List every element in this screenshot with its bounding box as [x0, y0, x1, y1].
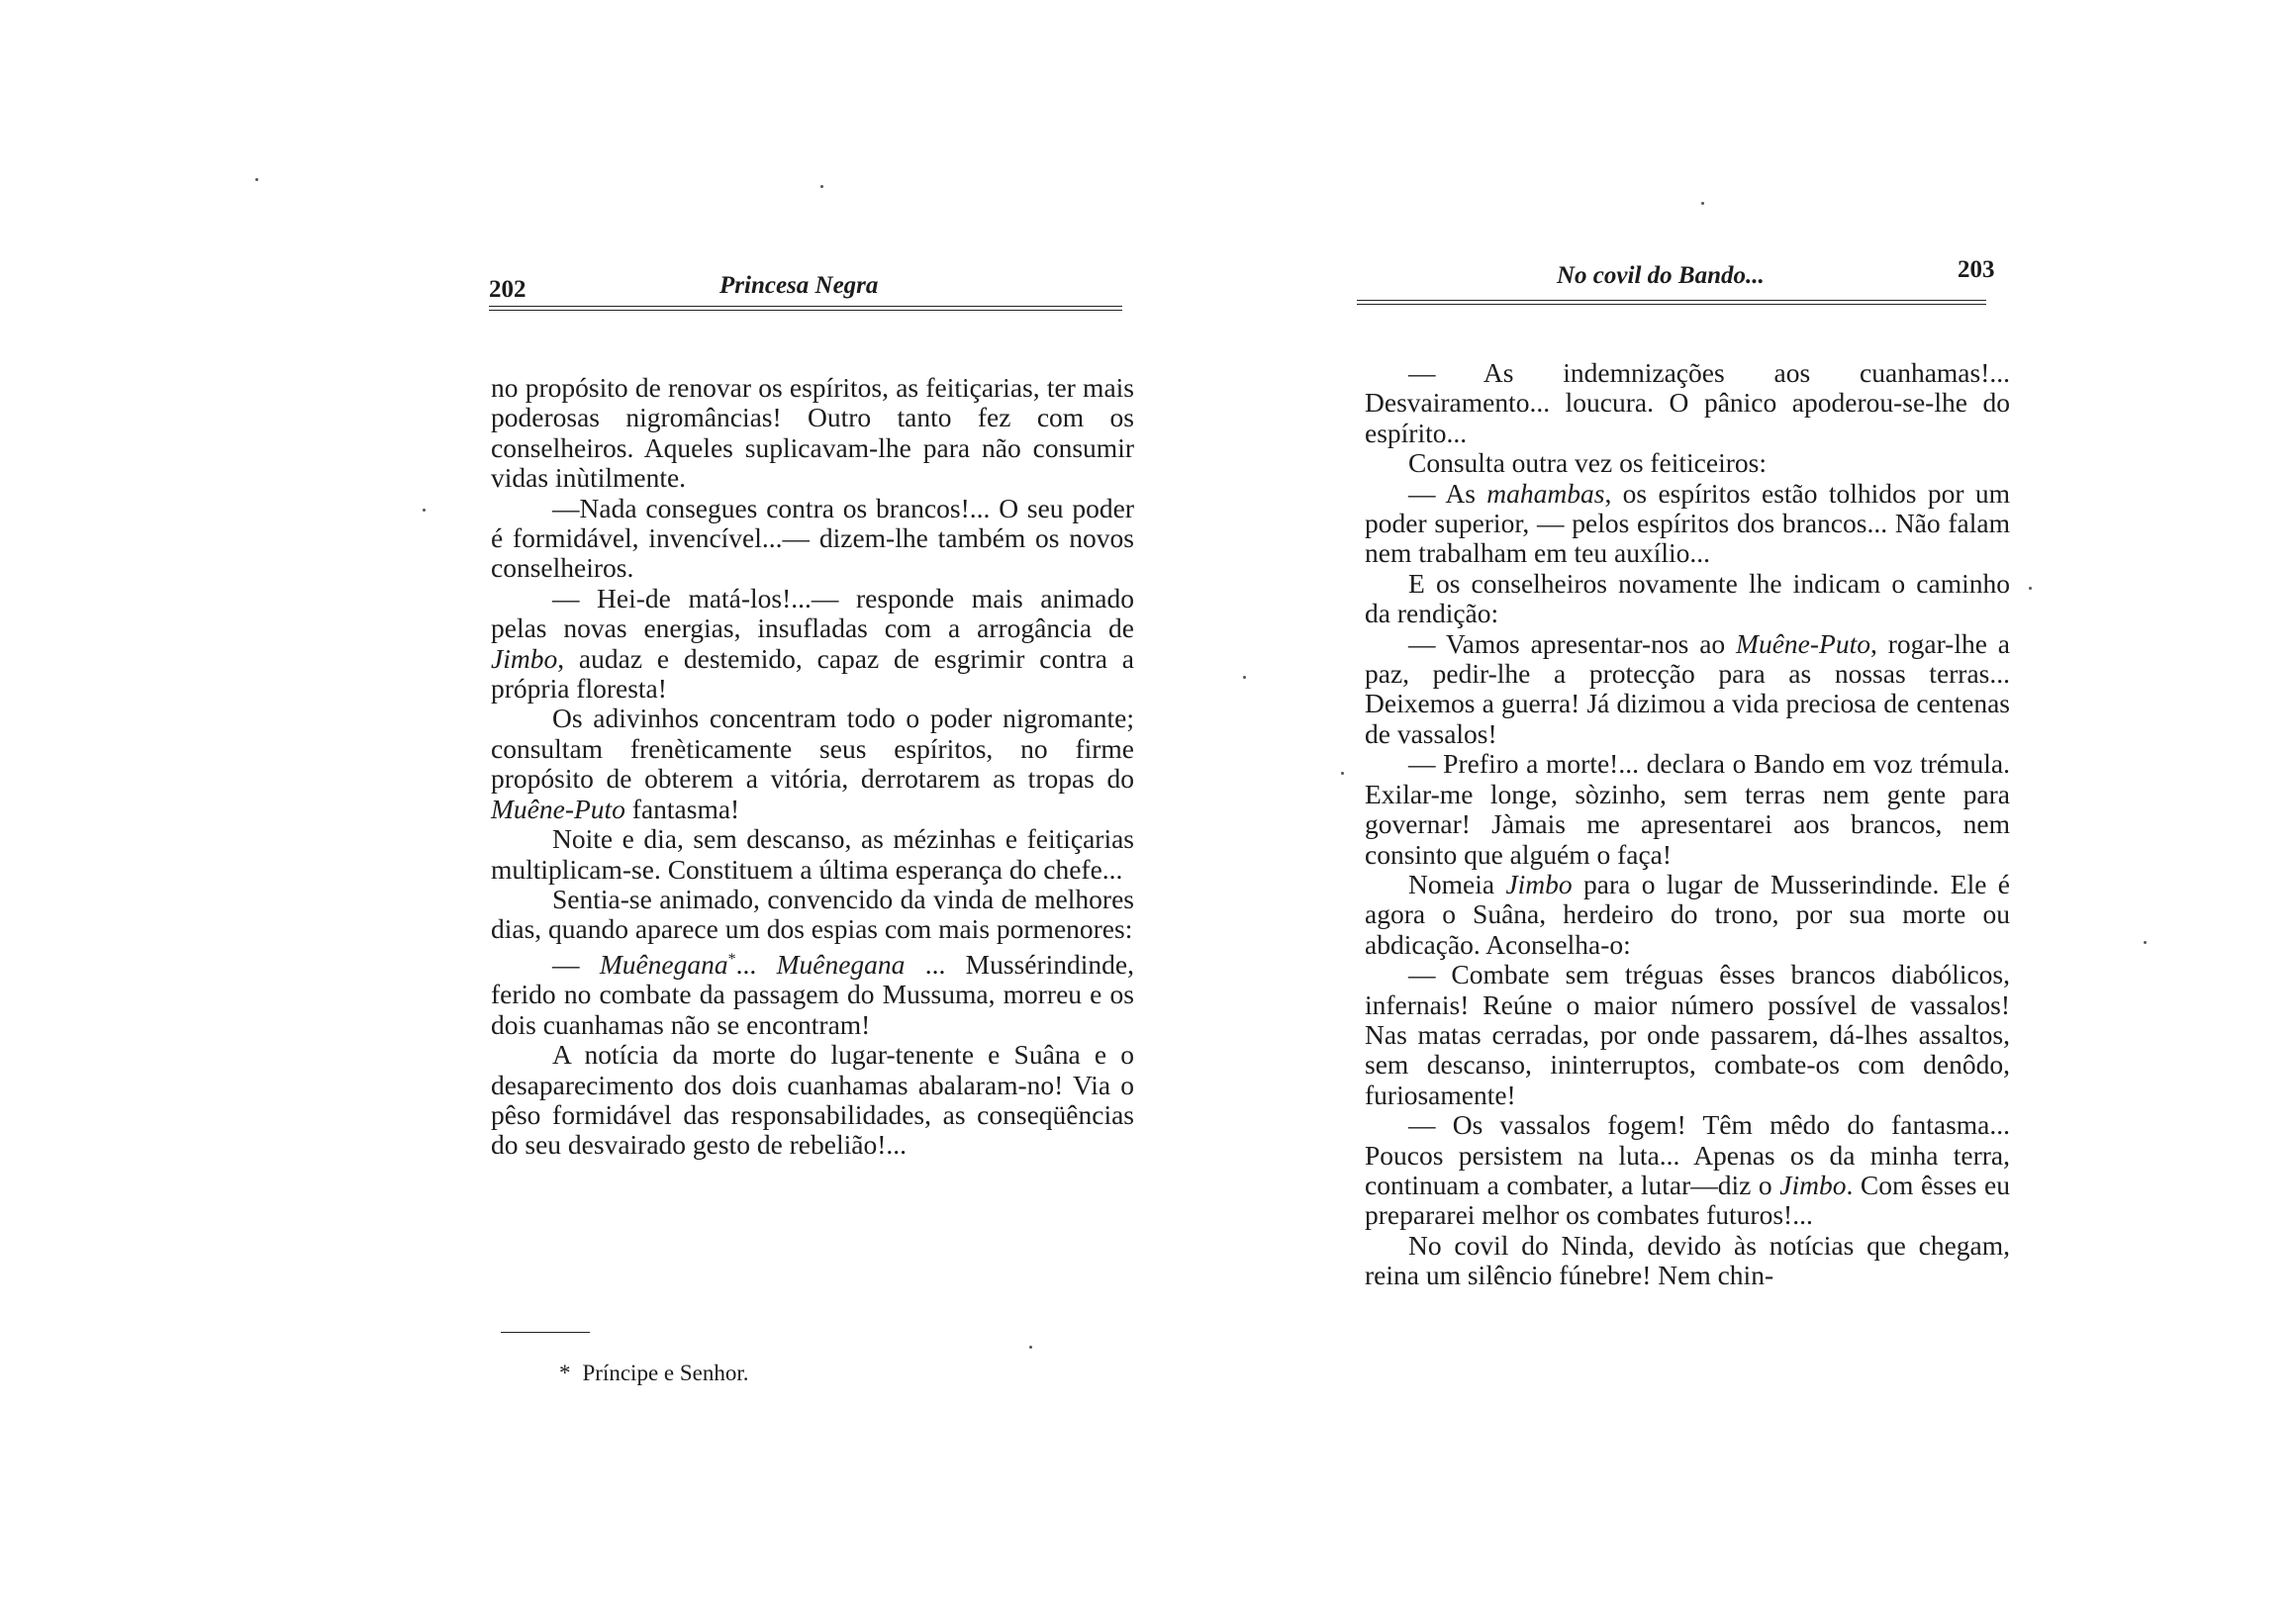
scan-speck — [820, 185, 823, 188]
paragraph: Os adivinhos concentram todo o poder nigromante; consultam frenèticamente seus espíritos, no firme propósito de obterem a vitória, derrotarem as tropas do Muêne-Puto fantasma! — [491, 703, 1134, 824]
paragraph: — Prefiro a morte!... declara o Bando em voz trémula. Exilar-me longe, sòzinho, sem terras nem gente para governar! Jàmais me apresentarei aos brancos, nem consinto que alguém o faça! — [1365, 748, 2010, 870]
header-rule — [489, 306, 1122, 307]
italic-name: Muênegana — [599, 948, 728, 980]
paragraph: A notícia da morte do lugar-tenente e Suâna e o desaparecimento dos dois cuanhamas abalaram-no! Via o pêso formidável das responsabilidades, as conseqüências do seu desvairado gesto de rebelião!... — [491, 1039, 1134, 1161]
paragraph: —Nada consegues contra os brancos!... O seu poder é formidável, invencível...— dizem-lhe também os novos conselheiros. — [491, 492, 1134, 584]
italic-name: Jimbo — [1779, 1169, 1847, 1200]
italic-name: Muêne-Puto — [491, 793, 625, 824]
scan-speck — [1341, 772, 1344, 775]
italic-name: Muênegana — [776, 948, 906, 980]
header-rule — [1357, 304, 1986, 305]
paragraph: — Os vassalos fogem! Têm mêdo do fantasma... Poucos persistem na luta... Apenas os da minha terra, continuam a combater, a lutar—diz o Jimbo. Com êsses eu prepararei melhor os combates futuros!... — [1365, 1109, 2010, 1231]
paragraph: — Combate sem tréguas êsses brancos diabólicos, infernais! Reúne o maior número possível de vassalos! Nas matas cerradas, por onde passarem, dá-lhes assaltos, sem descanso, ininterruptos, combate-os com denôdo, furiosamente! — [1365, 959, 2010, 1110]
paragraph: No covil do Ninda, devido às notícias que chegam, reina um silêncio fúnebre! Nem chin- — [1365, 1229, 2010, 1291]
paragraph: — Vamos apresentar-nos ao Muêne-Puto, rogar-lhe a paz, pedir-lhe a protecção para as nossas terras... Deixemos a guerra! Já dizimou a vida preciosa de centenas de vassalos! — [1365, 627, 2010, 749]
italic-name: Jimbo — [1505, 868, 1573, 899]
paragraph: Noite e dia, sem descanso, as mézinhas e feitiçarias multiplicam-se. Constituem a última esperança do chefe... — [491, 823, 1134, 885]
footnote-rule — [501, 1332, 590, 1333]
header-rule — [489, 310, 1122, 311]
footnote-marker: * — [727, 950, 736, 968]
italic-name: Muêne-Puto — [1736, 627, 1870, 659]
paragraph: — As indemnizações aos cuanhamas!... Desvairamento... loucura. O pânico apoderou-se-lhe do espírito... — [1365, 357, 2010, 448]
footnote: * Príncipe e Senhor. — [559, 1361, 749, 1385]
paragraph: — Muênegana*... Muênegana ... Mussérindinde, ferido no combate da passagem do Mussuma, morreu e os dois cuanhamas não se encontram! — [491, 948, 1134, 1040]
paragraph: no propósito de renovar os espíritos, as feitiçarias, ter mais poderosas nigromâncias! Outro tanto fez com os conselheiros. Aqueles suplicavam-lhe para não consumir vidas inùtilmente. — [491, 372, 1134, 494]
running-title: No covil do Bando... — [1557, 262, 1765, 289]
running-title: Princesa Negra — [719, 272, 879, 299]
right-page — [1148, 0, 2296, 1599]
scan-speck — [2144, 941, 2147, 944]
page-number: 202 — [489, 276, 526, 303]
paragraph: — As mahambas, os espíritos estão tolhidos por um poder superior, — pelos espíritos dos brancos... Não falam nem trabalham em teu auxílio... — [1365, 477, 2010, 569]
paragraph: Nomeia Jimbo para o lugar de Musserindinde. Ele é agora o Suâna, herdeiro do trono, por sua morte ou abdicação. Aconselha-o: — [1365, 868, 2010, 960]
scan-speck — [1701, 202, 1704, 205]
body-text — [1365, 358, 2010, 1291]
paragraph: — Hei-de matá-los!...— responde mais animado pelas novas energias, insufladas com a arrogância de Jimbo, audaz e destemido, capaz de esgrimir contra a própria floresta! — [491, 582, 1134, 705]
paragraph: E os conselheiros novamente lhe indicam o caminho da rendição: — [1365, 567, 2010, 629]
italic-name: Jimbo — [491, 642, 558, 674]
paragraph: Sentia-se animado, convencido da vinda de melhores dias, quando aparece um dos espias com mais pormenores: — [491, 883, 1134, 945]
scan-speck — [2029, 587, 2032, 590]
scan-speck — [1029, 1346, 1032, 1349]
scan-speck — [423, 509, 426, 512]
italic-name: mahambas — [1486, 477, 1605, 509]
paragraph: Consulta outra vez os feiticeiros: — [1408, 447, 1767, 479]
page-number: 203 — [1958, 256, 1995, 283]
scan-speck — [1243, 676, 1246, 679]
header-rule — [1357, 300, 1986, 301]
scan-speck — [255, 178, 258, 181]
body-text — [491, 373, 1134, 1161]
